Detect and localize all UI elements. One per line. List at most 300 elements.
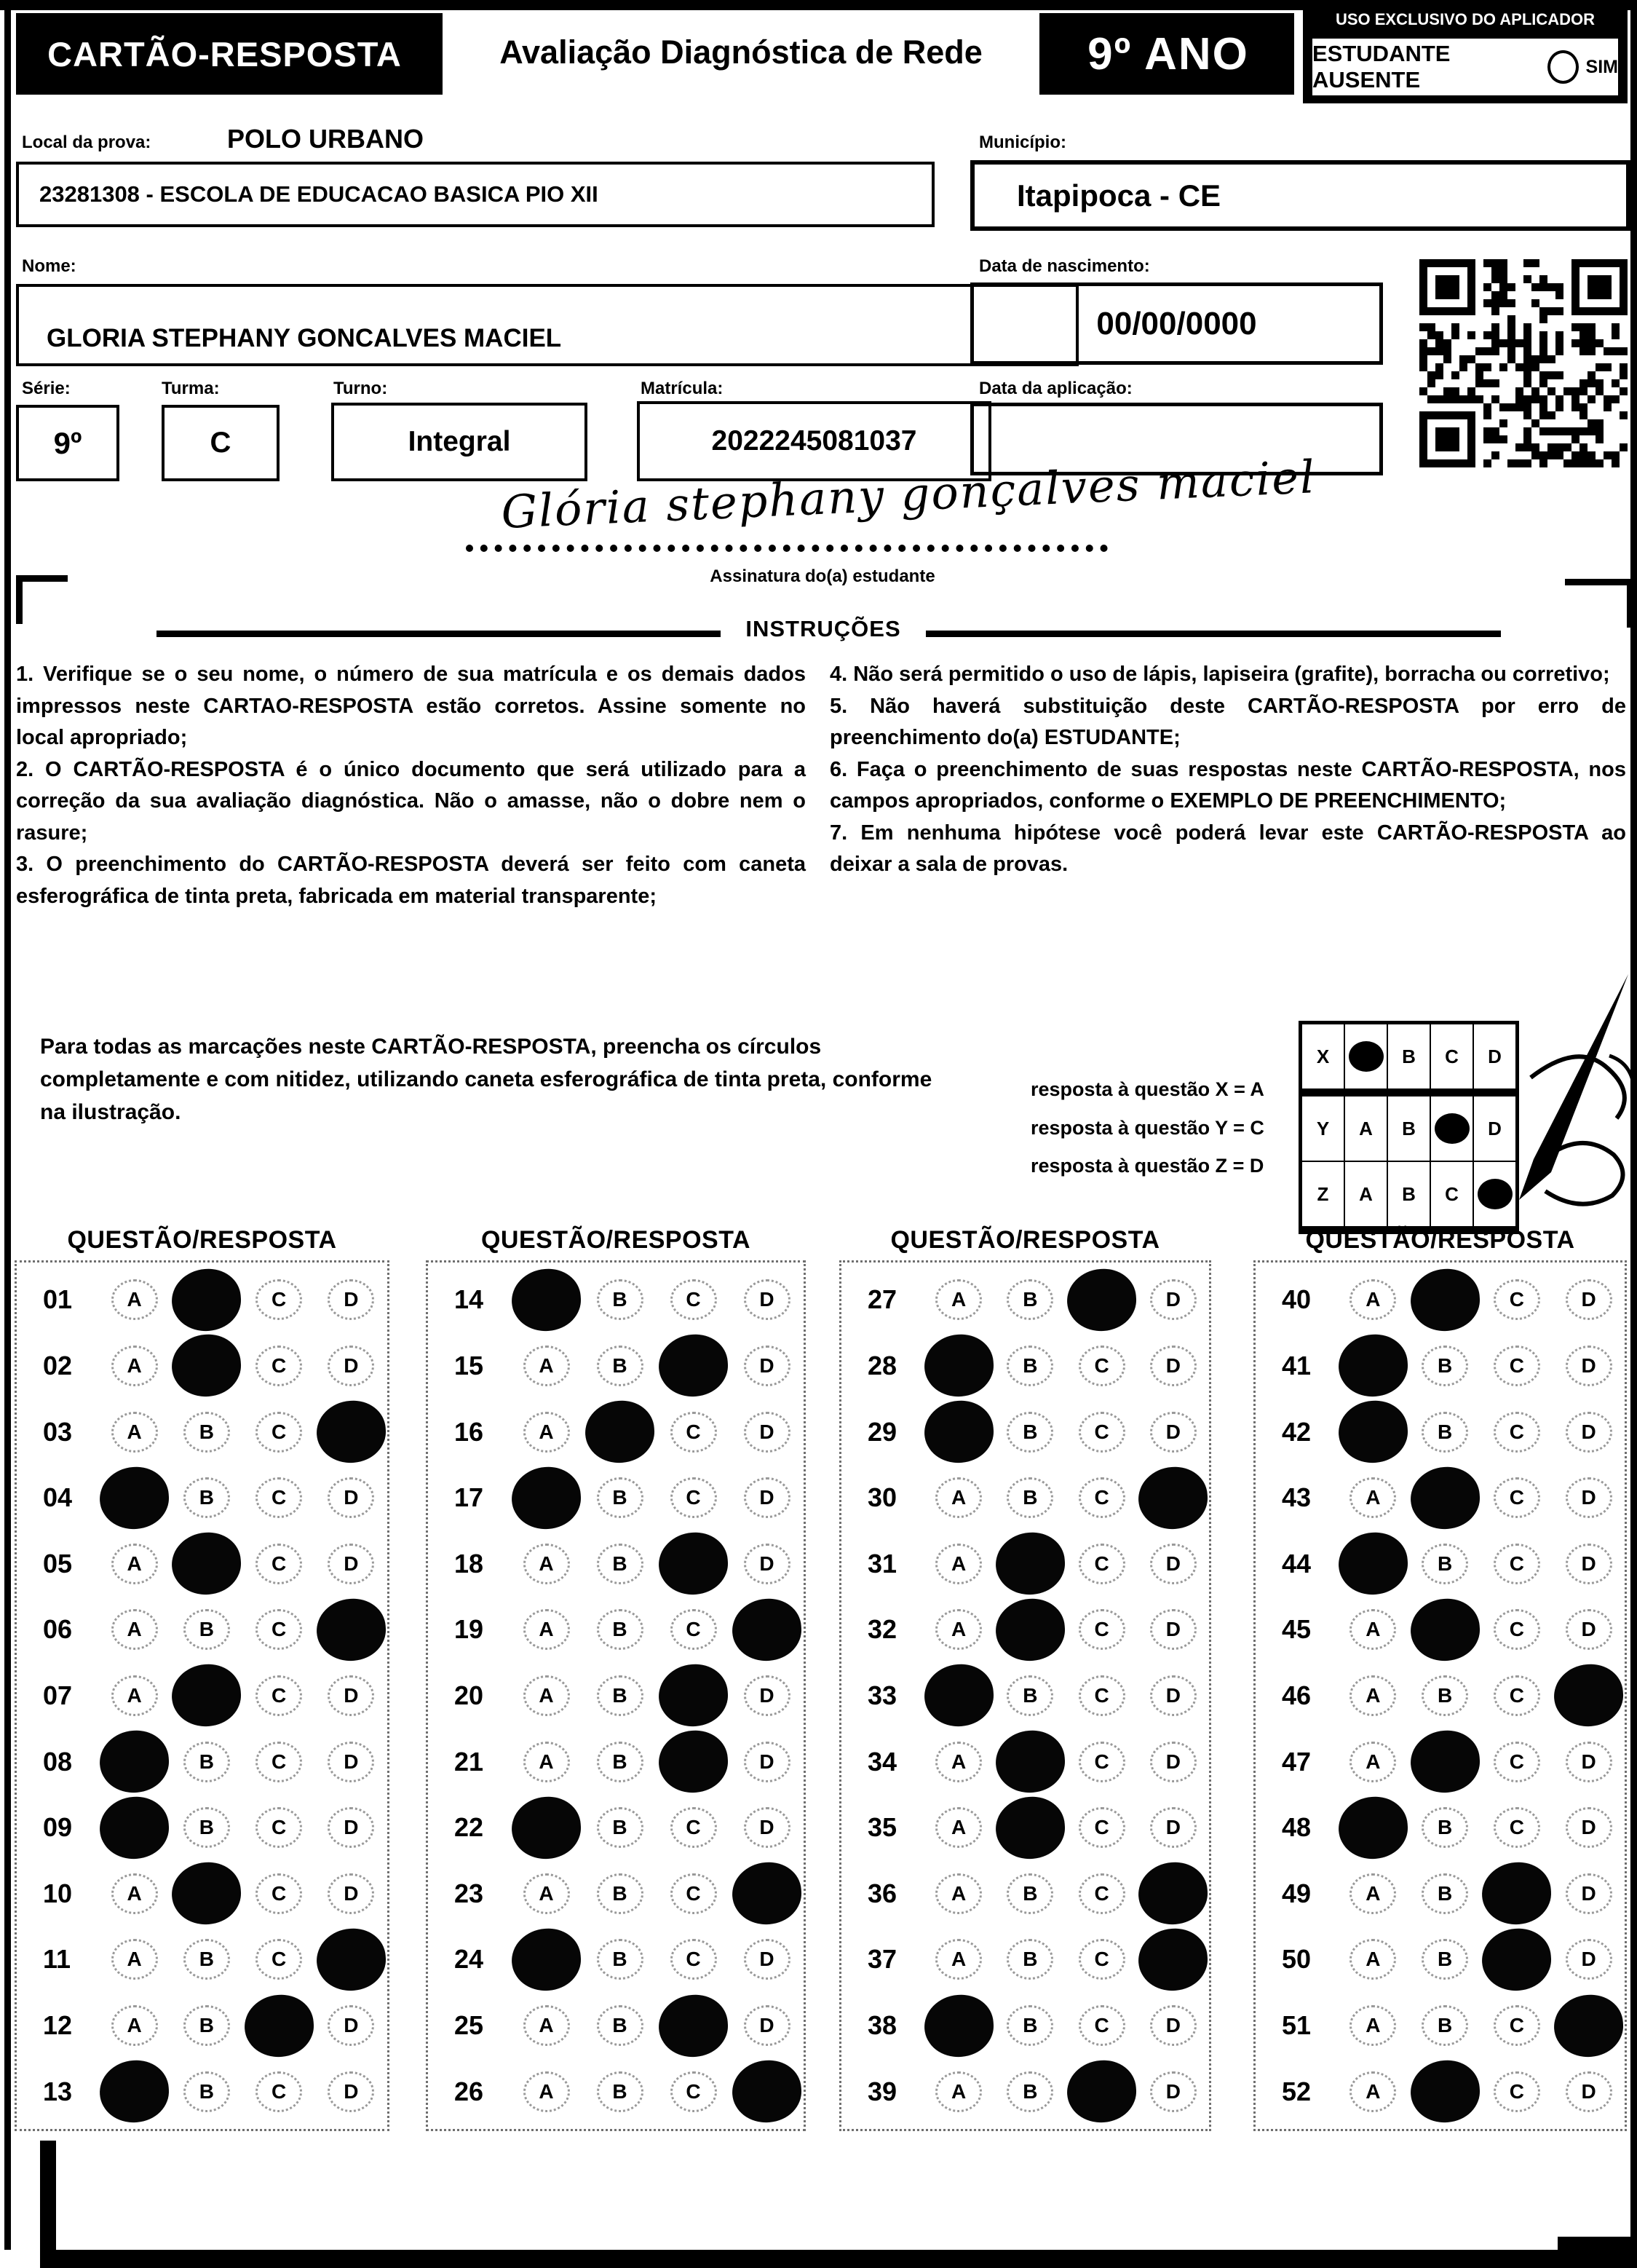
answer-cell bbox=[510, 1862, 583, 1924]
filled-bubble[interactable] bbox=[657, 1530, 730, 1597]
answer-bubble[interactable]: D bbox=[328, 1873, 374, 1914]
answer-bubble[interactable]: C bbox=[255, 1609, 302, 1650]
filled-bubble[interactable] bbox=[170, 1267, 244, 1333]
answer-bubble[interactable]: C bbox=[255, 2071, 302, 2112]
filled-bubble[interactable] bbox=[98, 1464, 171, 1530]
question-number: 13 bbox=[43, 2076, 73, 2106]
filled-bubble[interactable] bbox=[994, 1597, 1067, 1663]
answer-bubble[interactable]: D bbox=[744, 1279, 790, 1320]
signature-label: Assinatura do(a) estudante bbox=[710, 566, 935, 586]
instruction-item: 6. Faça o preenchimento de suas respostas neste CARTÃO-RESPOSTA, nos campos apropriados, conforme o EXEMPLO DE PREENCHIMENTO; bbox=[830, 757, 1626, 813]
filled-bubble[interactable] bbox=[1408, 1267, 1482, 1333]
filled-bubble[interactable] bbox=[170, 1530, 244, 1597]
answer-cell bbox=[315, 1797, 387, 1859]
answer-bubble[interactable]: C bbox=[670, 1873, 717, 1914]
absent-bubble[interactable] bbox=[1547, 50, 1578, 84]
answer-bubble[interactable]: A bbox=[935, 1477, 982, 1518]
question-number: 16 bbox=[454, 1416, 484, 1447]
answer-cell bbox=[1481, 1731, 1553, 1793]
filled-bubble[interactable] bbox=[994, 1794, 1067, 1860]
answer-bubble[interactable]: D bbox=[1566, 1544, 1612, 1584]
filled-bubble[interactable] bbox=[1336, 1399, 1410, 1465]
filled-bubble[interactable] bbox=[510, 1794, 583, 1860]
filled-bubble[interactable] bbox=[1481, 1860, 1554, 1927]
answer-bubble[interactable]: B bbox=[183, 2005, 230, 2046]
answer-cell bbox=[98, 1467, 170, 1529]
answer-bubble[interactable]: B bbox=[183, 1807, 230, 1848]
answer-bubble[interactable]: A bbox=[111, 1544, 158, 1584]
answer-bubble[interactable]: C bbox=[1494, 2071, 1540, 2112]
answer-cell bbox=[923, 1533, 994, 1595]
filled-bubble[interactable] bbox=[98, 2058, 171, 2125]
answer-bubble[interactable]: A bbox=[111, 1675, 158, 1716]
answer-bubble[interactable]: C bbox=[1079, 1412, 1125, 1453]
filled-bubble[interactable] bbox=[657, 1992, 730, 2058]
filled-bubble[interactable] bbox=[730, 2058, 804, 2125]
answer-bubble[interactable]: D bbox=[744, 1742, 790, 1782]
answer-bubble[interactable]: C bbox=[255, 1477, 302, 1518]
answer-cell bbox=[1138, 1995, 1209, 2057]
answer-bubble[interactable]: C bbox=[255, 1742, 302, 1782]
answer-bubble[interactable]: C bbox=[1494, 1807, 1540, 1848]
answer-cell bbox=[1138, 1401, 1209, 1463]
filled-bubble[interactable] bbox=[98, 1728, 171, 1795]
answer-bubble[interactable]: B bbox=[183, 1609, 230, 1650]
answer-cell bbox=[1138, 1269, 1209, 1331]
answer-cell bbox=[994, 1995, 1066, 2057]
answer-bubble[interactable]: A bbox=[935, 1544, 982, 1584]
answer-bubble[interactable]: D bbox=[1566, 2071, 1612, 2112]
answer-bubble[interactable]: C bbox=[670, 1412, 717, 1453]
filled-bubble[interactable] bbox=[1137, 1860, 1210, 1927]
answer-bubble[interactable]: B bbox=[1007, 1873, 1053, 1914]
answer-cell bbox=[583, 2060, 657, 2122]
answer-cell bbox=[1138, 1664, 1209, 1726]
answer-bubble[interactable]: D bbox=[328, 2005, 374, 2046]
answer-bubble[interactable]: A bbox=[935, 1939, 982, 1980]
answer-bubble[interactable]: B bbox=[597, 2071, 643, 2112]
answer-bubble[interactable]: A bbox=[935, 2071, 982, 2112]
answer-bubble[interactable]: D bbox=[328, 1807, 374, 1848]
answer-bubble[interactable]: D bbox=[328, 1742, 374, 1782]
filled-bubble[interactable] bbox=[510, 1927, 583, 1993]
answer-bubble[interactable]: A bbox=[111, 1412, 158, 1453]
answer-cell bbox=[98, 1862, 170, 1924]
answer-bubble[interactable]: D bbox=[744, 1412, 790, 1453]
answer-bubble[interactable]: B bbox=[1007, 2005, 1053, 2046]
answer-bubble[interactable]: A bbox=[523, 2071, 570, 2112]
answer-cell bbox=[315, 1533, 387, 1595]
answer-bubble[interactable]: A bbox=[1349, 1742, 1396, 1782]
answer-bubble[interactable]: B bbox=[597, 1742, 643, 1782]
answer-bubble[interactable]: C bbox=[255, 1873, 302, 1914]
answer-bubble[interactable]: C bbox=[1079, 1609, 1125, 1650]
answer-bubble[interactable]: B bbox=[1422, 1346, 1468, 1386]
answer-cell bbox=[243, 1467, 315, 1529]
answer-cell bbox=[730, 1269, 804, 1331]
answer-bubble[interactable]: A bbox=[1349, 1279, 1396, 1320]
answer-row bbox=[1256, 1728, 1625, 1795]
answer-row bbox=[17, 1597, 387, 1663]
answer-bubble[interactable]: B bbox=[597, 1279, 643, 1320]
answer-bubble[interactable]: B bbox=[1422, 1807, 1468, 1848]
answer-cell bbox=[923, 1995, 994, 2057]
answer-bubble[interactable]: D bbox=[744, 1939, 790, 1980]
answer-row bbox=[1256, 1333, 1625, 1399]
answer-bubble[interactable]: D bbox=[744, 1675, 790, 1716]
question-number: 25 bbox=[454, 2010, 484, 2040]
answer-row bbox=[1256, 1860, 1625, 1927]
answer-bubble[interactable]: A bbox=[1349, 2005, 1396, 2046]
filled-bubble[interactable] bbox=[657, 1662, 730, 1728]
answer-row bbox=[428, 1267, 804, 1333]
answer-bubble[interactable]: B bbox=[1007, 1346, 1053, 1386]
answer-bubble[interactable]: B bbox=[597, 1675, 643, 1716]
question-number: 41 bbox=[1282, 1350, 1312, 1380]
answer-bubble[interactable]: C bbox=[1494, 1346, 1540, 1386]
answer-bubble[interactable]: D bbox=[328, 1544, 374, 1584]
answer-bubble[interactable]: B bbox=[597, 1609, 643, 1650]
answer-bubble[interactable]: A bbox=[523, 1742, 570, 1782]
answer-row bbox=[428, 1860, 804, 1927]
answer-row bbox=[1256, 1530, 1625, 1597]
answer-bubble[interactable]: A bbox=[935, 1807, 982, 1848]
answer-bubble[interactable]: B bbox=[183, 1939, 230, 1980]
answer-bubble[interactable]: C bbox=[1079, 1939, 1125, 1980]
answer-bubble[interactable]: C bbox=[1494, 1412, 1540, 1453]
answer-bubble[interactable]: D bbox=[1150, 1742, 1197, 1782]
question-number: 39 bbox=[868, 2076, 897, 2106]
answer-cell bbox=[583, 1335, 657, 1396]
answer-cell bbox=[1337, 1401, 1409, 1463]
answer-bubble[interactable]: D bbox=[328, 2071, 374, 2112]
answer-cell bbox=[1553, 1731, 1625, 1793]
question-number: 47 bbox=[1282, 1746, 1312, 1777]
answer-bubble[interactable]: B bbox=[183, 1412, 230, 1453]
filled-bubble[interactable] bbox=[1065, 2058, 1138, 2125]
filled-bubble[interactable] bbox=[314, 1927, 388, 1993]
question-number: 15 bbox=[454, 1350, 484, 1380]
answer-bubble[interactable]: D bbox=[1566, 1873, 1612, 1914]
answer-bubble[interactable]: C bbox=[1494, 1675, 1540, 1716]
answer-bubble[interactable]: C bbox=[1079, 1873, 1125, 1914]
answer-cell bbox=[1553, 2060, 1625, 2122]
answer-bubble[interactable]: C bbox=[1079, 1807, 1125, 1848]
answer-bubble[interactable]: A bbox=[1349, 2071, 1396, 2112]
answer-bubble[interactable]: C bbox=[1079, 1675, 1125, 1716]
answer-column-header: QUESTÃO/RESPOSTA bbox=[1305, 1226, 1575, 1254]
answer-bubble[interactable]: C bbox=[1079, 1346, 1125, 1386]
answer-bubble[interactable]: B bbox=[597, 1544, 643, 1584]
answer-bubble[interactable]: D bbox=[744, 1346, 790, 1386]
filled-bubble[interactable] bbox=[314, 1399, 388, 1465]
answer-bubble[interactable]: B bbox=[1422, 1873, 1468, 1914]
answer-cell bbox=[1553, 1335, 1625, 1396]
answer-bubble[interactable]: C bbox=[255, 1346, 302, 1386]
answer-bubble[interactable]: A bbox=[523, 1675, 570, 1716]
answer-bubble[interactable]: C bbox=[255, 1939, 302, 1980]
answer-bubble[interactable]: D bbox=[744, 2005, 790, 2046]
answer-bubble[interactable]: B bbox=[1007, 1477, 1053, 1518]
question-number: 04 bbox=[43, 1482, 73, 1513]
filled-bubble[interactable] bbox=[922, 1399, 996, 1465]
answer-bubble[interactable]: C bbox=[670, 1807, 717, 1848]
answer-cell bbox=[1066, 1401, 1138, 1463]
answer-bubble[interactable]: B bbox=[183, 1477, 230, 1518]
answer-bubble[interactable]: D bbox=[1150, 1412, 1197, 1453]
answer-bubble[interactable]: B bbox=[597, 1873, 643, 1914]
answer-bubble[interactable]: C bbox=[255, 1807, 302, 1848]
answer-bubble[interactable]: D bbox=[1566, 1477, 1612, 1518]
answer-bubble[interactable]: D bbox=[328, 1477, 374, 1518]
answer-bubble[interactable]: D bbox=[1150, 2005, 1197, 2046]
answer-bubble[interactable]: A bbox=[523, 1609, 570, 1650]
answer-bubble[interactable]: C bbox=[670, 1609, 717, 1650]
answer-row bbox=[1256, 1795, 1625, 1861]
filled-bubble[interactable] bbox=[730, 1597, 804, 1663]
answer-bubble[interactable]: D bbox=[328, 1346, 374, 1386]
answer-bubble[interactable]: D bbox=[1566, 1742, 1612, 1782]
answer-bubble[interactable]: B bbox=[1422, 2005, 1468, 2046]
filled-bubble[interactable] bbox=[922, 1992, 996, 2058]
answer-bubble[interactable]: C bbox=[255, 1279, 302, 1320]
answer-cell bbox=[1138, 1929, 1209, 1991]
answer-bubble[interactable]: B bbox=[183, 2071, 230, 2112]
filled-bubble[interactable] bbox=[1408, 1464, 1482, 1530]
filled-bubble[interactable] bbox=[98, 1794, 171, 1860]
question-number: 01 bbox=[43, 1284, 73, 1315]
answer-cell bbox=[583, 1599, 657, 1661]
answer-cell bbox=[243, 1335, 315, 1396]
filled-bubble[interactable] bbox=[1065, 1267, 1138, 1333]
answer-bubble[interactable]: A bbox=[1349, 1873, 1396, 1914]
answer-bubble[interactable]: A bbox=[111, 2005, 158, 2046]
answer-bubble[interactable]: B bbox=[1007, 1939, 1053, 1980]
question-number: 49 bbox=[1282, 1878, 1312, 1908]
answer-bubble[interactable]: D bbox=[744, 1807, 790, 1848]
answer-bubble[interactable]: B bbox=[1007, 1675, 1053, 1716]
answer-bubble[interactable]: A bbox=[523, 1544, 570, 1584]
answer-bubble[interactable]: A bbox=[935, 1279, 982, 1320]
answer-bubble[interactable]: D bbox=[1150, 1609, 1197, 1650]
answer-bubble[interactable]: B bbox=[1422, 1939, 1468, 1980]
answer-row bbox=[17, 1465, 387, 1531]
answer-bubble[interactable]: B bbox=[597, 1939, 643, 1980]
filled-bubble[interactable] bbox=[1336, 1794, 1410, 1860]
filled-bubble[interactable] bbox=[657, 1728, 730, 1795]
filled-bubble[interactable] bbox=[170, 1332, 244, 1399]
answer-bubble[interactable]: B bbox=[597, 1807, 643, 1848]
answer-cell bbox=[510, 1664, 583, 1726]
question-number: 10 bbox=[43, 1878, 73, 1908]
answer-row bbox=[17, 1267, 387, 1333]
answer-row bbox=[428, 1333, 804, 1399]
answer-bubble[interactable]: A bbox=[111, 1346, 158, 1386]
answer-bubble[interactable]: C bbox=[670, 1939, 717, 1980]
answer-bubble[interactable]: D bbox=[1150, 2071, 1197, 2112]
answer-bubble[interactable]: A bbox=[935, 1609, 982, 1650]
instruction-item: 1. Verifique se o seu nome, o número de sua matrícula e os demais dados impressos neste CARTAO-RESPOSTA estão corretos. Assine somente no local apropriado; bbox=[16, 663, 806, 749]
answer-bubble[interactable]: C bbox=[1494, 1742, 1540, 1782]
answer-cell bbox=[1138, 1599, 1209, 1661]
question-number: 45 bbox=[1282, 1614, 1312, 1645]
answer-bubble[interactable]: D bbox=[1566, 1807, 1612, 1848]
filled-bubble[interactable] bbox=[1552, 1992, 1625, 2058]
question-number: 34 bbox=[868, 1746, 897, 1777]
answer-bubble[interactable]: D bbox=[328, 1675, 374, 1716]
answer-bubble[interactable]: B bbox=[1422, 1544, 1468, 1584]
answer-bubble[interactable]: B bbox=[1007, 1279, 1053, 1320]
answer-row bbox=[428, 1399, 804, 1465]
answer-cell bbox=[510, 1599, 583, 1661]
answer-bubble[interactable]: D bbox=[1150, 1346, 1197, 1386]
answer-bubble[interactable]: C bbox=[1494, 2005, 1540, 2046]
filled-bubble[interactable] bbox=[1336, 1530, 1410, 1597]
answer-bubble[interactable]: A bbox=[523, 1412, 570, 1453]
question-number: 44 bbox=[1282, 1548, 1312, 1578]
answer-bubble[interactable]: B bbox=[183, 1742, 230, 1782]
answer-bubble[interactable]: C bbox=[670, 1477, 717, 1518]
answer-bubble[interactable]: A bbox=[523, 1873, 570, 1914]
answer-row bbox=[428, 1597, 804, 1663]
answer-bubble[interactable]: B bbox=[1007, 2071, 1053, 2112]
answer-cell bbox=[994, 1467, 1066, 1529]
answer-bubble[interactable]: D bbox=[1566, 1346, 1612, 1386]
answer-bubble[interactable]: A bbox=[523, 1346, 570, 1386]
answer-column-header: QUESTÃO/RESPOSTA bbox=[67, 1226, 337, 1254]
answer-cell bbox=[583, 1929, 657, 1991]
answer-cell bbox=[1066, 1664, 1138, 1726]
answer-cell bbox=[1409, 1664, 1481, 1726]
answer-bubble[interactable]: D bbox=[1566, 1279, 1612, 1320]
answer-bubble[interactable]: A bbox=[111, 1873, 158, 1914]
filled-bubble[interactable] bbox=[170, 1860, 244, 1927]
answer-bubble[interactable]: A bbox=[111, 1609, 158, 1650]
answer-cell bbox=[315, 1862, 387, 1924]
answer-column-header: QUESTÃO/RESPOSTA bbox=[480, 1226, 751, 1254]
answer-row bbox=[17, 1795, 387, 1861]
filled-bubble[interactable] bbox=[1408, 1728, 1482, 1795]
answer-bubble[interactable]: A bbox=[111, 1939, 158, 1980]
answer-column bbox=[839, 1260, 1211, 2131]
answer-bubble[interactable]: C bbox=[1079, 1477, 1125, 1518]
example-option-letter: C bbox=[1445, 1182, 1459, 1205]
answer-bubble[interactable]: A bbox=[1349, 1477, 1396, 1518]
answer-row bbox=[841, 1728, 1209, 1795]
filled-bubble[interactable] bbox=[314, 1597, 388, 1663]
filled-bubble[interactable] bbox=[657, 1332, 730, 1399]
answer-row bbox=[428, 1728, 804, 1795]
answer-bubble[interactable]: C bbox=[1494, 1544, 1540, 1584]
local-label: Local da prova: bbox=[22, 133, 151, 152]
answer-bubble[interactable]: C bbox=[1079, 2005, 1125, 2046]
instructions-rule-right bbox=[926, 631, 1501, 637]
answer-cell bbox=[243, 1731, 315, 1793]
filled-bubble[interactable] bbox=[510, 1464, 583, 1530]
answer-row bbox=[1256, 1267, 1625, 1333]
filled-bubble[interactable] bbox=[1137, 1927, 1210, 1993]
example-option-letter: B bbox=[1402, 1117, 1416, 1139]
answer-bubble[interactable]: C bbox=[1079, 1544, 1125, 1584]
filled-bubble[interactable] bbox=[1408, 2058, 1482, 2125]
answer-row bbox=[17, 1927, 387, 1993]
answer-row bbox=[17, 1993, 387, 2059]
answer-bubble[interactable]: B bbox=[1422, 1675, 1468, 1716]
answer-bubble[interactable]: D bbox=[1150, 1807, 1197, 1848]
filled-bubble[interactable] bbox=[1481, 1927, 1554, 1993]
answer-bubble[interactable]: B bbox=[597, 1477, 643, 1518]
answer-bubble[interactable]: A bbox=[523, 2005, 570, 2046]
answer-bubble[interactable]: C bbox=[670, 1279, 717, 1320]
example-option-letter: D bbox=[1488, 1117, 1502, 1139]
filled-bubble[interactable] bbox=[1552, 1662, 1625, 1728]
answer-cell bbox=[923, 1862, 994, 1924]
filled-bubble[interactable] bbox=[510, 1267, 583, 1333]
filled-bubble[interactable] bbox=[1137, 1464, 1210, 1530]
answer-bubble[interactable]: C bbox=[1079, 1742, 1125, 1782]
answer-bubble[interactable]: D bbox=[1150, 1279, 1197, 1320]
answer-bubble[interactable]: A bbox=[935, 1873, 982, 1914]
filled-bubble[interactable] bbox=[994, 1728, 1067, 1795]
answer-cell bbox=[994, 1929, 1066, 1991]
answer-bubble[interactable]: C bbox=[255, 1675, 302, 1716]
filled-bubble[interactable] bbox=[1336, 1332, 1410, 1399]
answer-bubble[interactable]: C bbox=[255, 1412, 302, 1453]
answer-bubble[interactable]: D bbox=[1150, 1544, 1197, 1584]
answer-bubble[interactable]: C bbox=[1494, 1279, 1540, 1320]
question-number: 03 bbox=[43, 1416, 73, 1447]
answer-bubble[interactable]: D bbox=[744, 1477, 790, 1518]
answer-bubble[interactable]: D bbox=[744, 1544, 790, 1584]
answer-cell bbox=[730, 1929, 804, 1991]
example-option-letter: A bbox=[1359, 1117, 1373, 1139]
filled-bubble[interactable] bbox=[922, 1662, 996, 1728]
answer-row bbox=[17, 1860, 387, 1927]
question-number: 06 bbox=[43, 1614, 73, 1645]
filled-bubble[interactable] bbox=[994, 1530, 1067, 1597]
answer-bubble[interactable]: A bbox=[111, 1279, 158, 1320]
filled-bubble[interactable] bbox=[242, 1992, 316, 2058]
answer-bubble[interactable]: C bbox=[1494, 1477, 1540, 1518]
filled-bubble[interactable] bbox=[583, 1399, 657, 1465]
answer-bubble[interactable]: B bbox=[1007, 1412, 1053, 1453]
answer-bubble[interactable]: D bbox=[1566, 1412, 1612, 1453]
answer-cell bbox=[730, 2060, 804, 2122]
signature-line[interactable] bbox=[466, 545, 1108, 552]
answer-bubble[interactable]: D bbox=[328, 1279, 374, 1320]
answer-bubble[interactable]: C bbox=[1494, 1609, 1540, 1650]
filled-bubble[interactable] bbox=[170, 1662, 244, 1728]
filled-bubble[interactable] bbox=[730, 1860, 804, 1927]
answer-bubble[interactable]: A bbox=[935, 1742, 982, 1782]
filled-bubble[interactable] bbox=[922, 1332, 996, 1399]
answer-bubble[interactable]: C bbox=[255, 1544, 302, 1584]
answer-bubble[interactable]: D bbox=[1566, 1939, 1612, 1980]
answer-bubble[interactable]: D bbox=[1150, 1675, 1197, 1716]
answer-bubble[interactable]: D bbox=[1566, 1609, 1612, 1650]
answer-cell bbox=[1481, 1269, 1553, 1331]
answer-bubble[interactable]: A bbox=[1349, 1939, 1396, 1980]
answer-bubble[interactable]: C bbox=[670, 2071, 717, 2112]
question-number: 43 bbox=[1282, 1482, 1312, 1513]
answer-bubble[interactable]: A bbox=[1349, 1609, 1396, 1650]
answer-bubble[interactable]: B bbox=[597, 2005, 643, 2046]
filled-bubble[interactable] bbox=[1408, 1597, 1482, 1663]
answer-bubble[interactable]: A bbox=[1349, 1675, 1396, 1716]
answer-bubble[interactable]: B bbox=[1422, 1412, 1468, 1453]
answer-cell bbox=[583, 1533, 657, 1595]
answer-bubble[interactable]: B bbox=[597, 1346, 643, 1386]
